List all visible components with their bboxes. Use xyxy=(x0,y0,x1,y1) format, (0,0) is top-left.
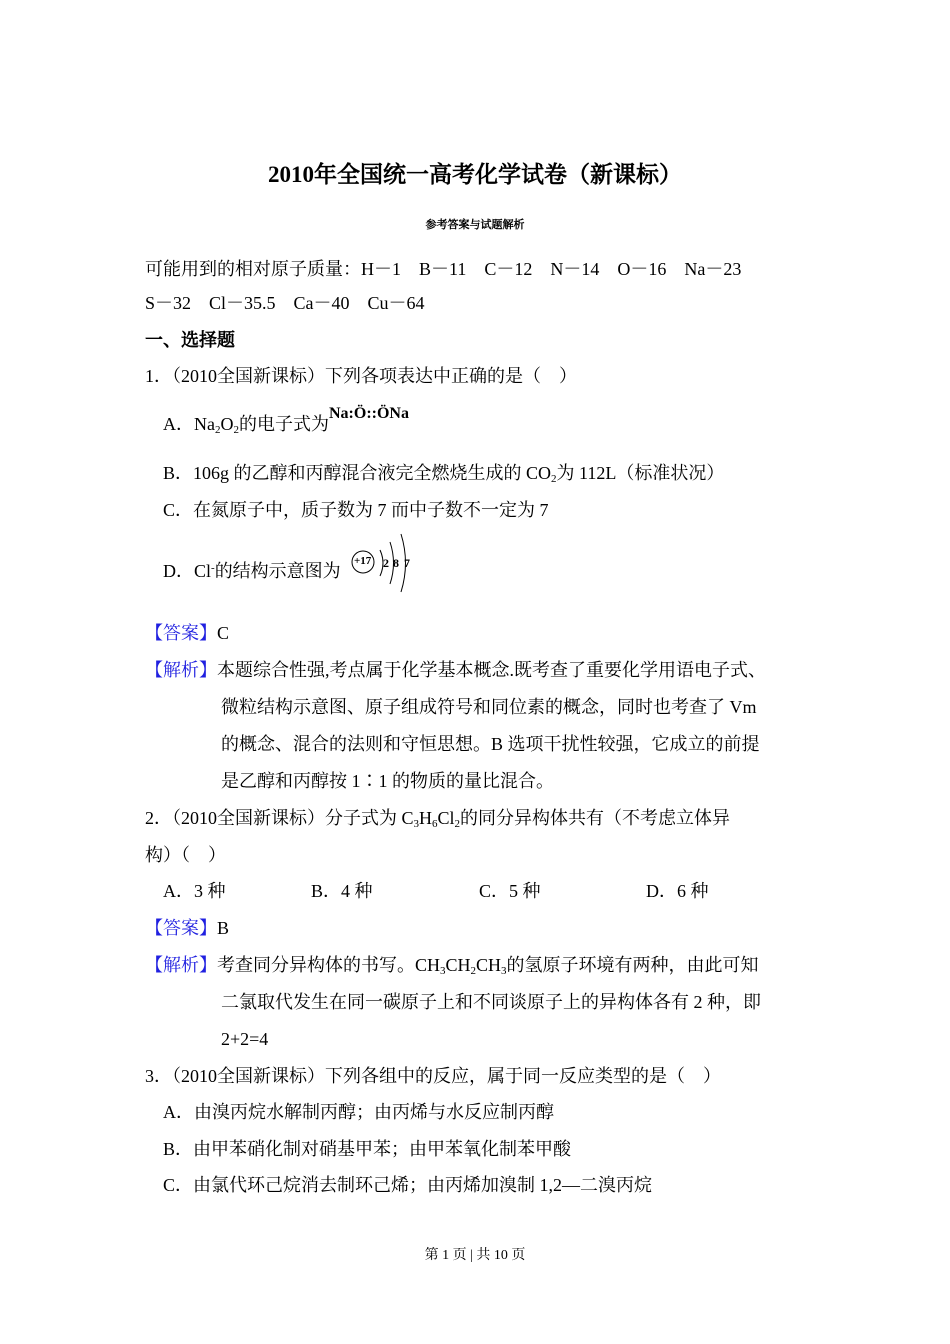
analysis-tag: 【解析】 xyxy=(145,660,217,680)
page-footer: 第 1 页 | 共 10 页 xyxy=(424,1248,526,1263)
answer-value: C xyxy=(217,623,230,643)
shell-electrons: 8 xyxy=(393,556,399,570)
subscript: 6 xyxy=(432,818,438,830)
electron-formula: Na:Ö::ÖNa xyxy=(329,405,409,422)
subscript: 3 xyxy=(440,965,446,977)
subscript: 3 xyxy=(413,818,420,830)
q1-stem: 1．（2010全国新课标）下列各项表达中正确的是（ ） xyxy=(145,366,577,386)
q1-option-a xyxy=(163,405,409,437)
text: B．106g 的乙醇和丙醇混合液完全燃烧生成的 CO xyxy=(163,463,552,483)
section-heading: 一、选择题 xyxy=(145,330,235,350)
atomic-masses: 可能用到的相对原子质量：H－1 B－11 C－12 N－14 O－16 Na－23 xyxy=(145,259,742,279)
q1-option-c: C．在氮原子中，质子数为 7 而中子数不一定为 7 xyxy=(163,500,549,520)
analysis-text: 的概念、混合的法则和守恒思想。B 选项干扰性较强，它成立的前提 xyxy=(221,734,760,754)
text: H xyxy=(419,808,433,828)
subscript: 3 xyxy=(501,965,507,977)
answer-tag: 【答案】 xyxy=(145,623,217,643)
q2-option-c: C．5 种 xyxy=(479,881,541,901)
text: 为 112L（标准状况） xyxy=(556,463,725,483)
q2-option-d: D．6 种 xyxy=(646,881,709,901)
q2-stem-2: 构）（ ） xyxy=(145,845,226,865)
analysis-text: 本题综合性强,考点属于化学基本概念.既考查了重要化学用语电子式、 xyxy=(217,660,766,680)
q1-analysis-tag-line xyxy=(145,659,766,681)
q3-stem: 3．（2010全国新课标）下列各组中的反应，属于同一反应类型的是（ ） xyxy=(145,1066,721,1086)
q2-stem xyxy=(145,807,730,829)
text: CH xyxy=(445,955,471,975)
doc-subtitle: 参考答案与试题解析 xyxy=(425,218,525,231)
q3-option-b: B．由甲苯硝化制对硝基甲苯；由甲苯氧化制苯甲酸 xyxy=(163,1139,572,1159)
text: 的氢原子环境有两种，由此可知 xyxy=(506,955,759,975)
text: Cl xyxy=(437,808,455,828)
text: O xyxy=(220,414,234,434)
q2-answer xyxy=(145,917,229,939)
q2-analysis xyxy=(145,954,759,976)
q1-option-b xyxy=(163,462,724,484)
text: D．Cl xyxy=(163,561,212,581)
atom-structure-diagram xyxy=(350,530,420,596)
shell-electrons: 7 xyxy=(404,556,410,570)
text: 的同分异构体共有（不考虑立体异 xyxy=(460,808,731,828)
shell-electrons: 2 xyxy=(383,556,389,570)
analysis-text: 微粒结构示意图、原子组成符号和同位素的概念，同时也考查了 Vm xyxy=(221,697,757,717)
doc-title: 2010年全国统一高考化学试卷（新课标） xyxy=(268,162,682,187)
answer-value: B xyxy=(217,918,230,938)
q1-answer xyxy=(145,622,229,644)
text: 的结构示意图为 xyxy=(214,561,341,581)
analysis-text: 是乙醇和丙醇按 1∶1 的物质的量比混合。 xyxy=(221,771,554,791)
nucleus-charge: +17 xyxy=(354,555,372,567)
text: CH xyxy=(476,955,502,975)
q3-option-a: A．由溴丙烷水解制丙醇；由丙烯与水反应制丙醇 xyxy=(163,1102,554,1122)
superscript: - xyxy=(211,562,215,574)
text: 的电子式为 xyxy=(239,414,329,434)
q2-option-a: A．3 种 xyxy=(163,881,226,901)
text: 考查同分异构体的书写。CH xyxy=(217,955,441,975)
analysis-text: 2+2=4 xyxy=(221,1029,269,1049)
subscript: 2 xyxy=(233,424,239,436)
q3-option-c: C．由氯代环己烷消去制环己烯；由丙烯加溴制 1,2—二溴丙烷 xyxy=(163,1175,653,1195)
subscript: 2 xyxy=(470,965,477,977)
q1-option-d xyxy=(163,560,341,582)
subscript: 2 xyxy=(551,473,557,485)
answer-tag: 【答案】 xyxy=(145,918,217,938)
text: 2．（2010全国新课标）分子式为 C xyxy=(145,808,414,828)
subscript: 2 xyxy=(215,424,221,436)
text: A．Na xyxy=(163,414,215,434)
subscript: 2 xyxy=(454,818,461,830)
analysis-tag: 【解析】 xyxy=(145,955,217,975)
atomic-masses-2: S－32 Cl－35.5 Ca－40 Cu－64 xyxy=(145,293,425,313)
analysis-text: 二氯取代发生在同一碳原子上和不同谈原子上的异构体各有 2 种，即 xyxy=(221,992,761,1012)
q2-option-b: B．4 种 xyxy=(311,881,373,901)
